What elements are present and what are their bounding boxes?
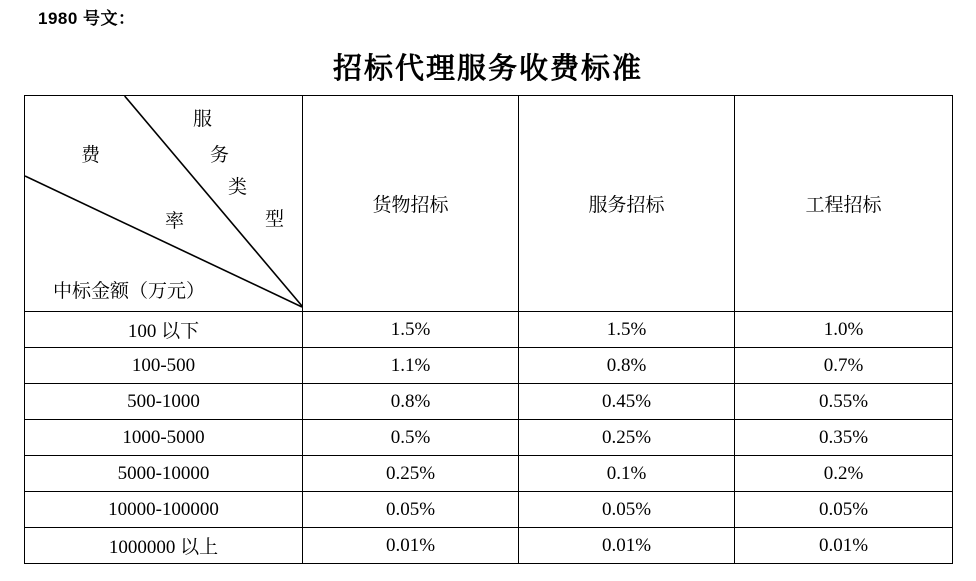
row-goods-rate: 0.25% xyxy=(303,456,519,492)
row-goods-rate: 0.05% xyxy=(303,492,519,528)
column-header-project: 工程招标 xyxy=(735,96,953,312)
row-project-rate: 0.7% xyxy=(735,348,953,384)
column-header-goods: 货物招标 xyxy=(303,96,519,312)
row-goods-rate: 1.1% xyxy=(303,348,519,384)
corner-label-rate-2: 率 xyxy=(165,211,185,232)
row-project-rate: 0.05% xyxy=(735,492,953,528)
row-goods-rate: 0.5% xyxy=(303,420,519,456)
table-row xyxy=(25,384,953,420)
page-title: 招标代理服务收费标准 xyxy=(332,53,643,85)
table-row xyxy=(25,528,953,564)
corner-label-service-type-1: 服 xyxy=(193,109,213,130)
table-row xyxy=(25,420,953,456)
row-project-rate: 0.35% xyxy=(735,420,953,456)
row-service-rate: 1.5% xyxy=(519,312,735,348)
corner-label-service-type-2: 务 xyxy=(210,145,230,166)
row-range: 1000000 以上 xyxy=(25,528,303,564)
row-range: 5000-10000 xyxy=(25,456,303,492)
row-goods-rate: 1.5% xyxy=(303,312,519,348)
corner-label-service-type-3: 类 xyxy=(228,177,248,198)
row-service-rate: 0.05% xyxy=(519,492,735,528)
corner-label-amount: 中标金额（万元） xyxy=(53,281,206,302)
table-header-row xyxy=(25,96,953,312)
row-service-rate: 0.45% xyxy=(519,384,735,420)
row-project-rate: 1.0% xyxy=(735,312,953,348)
row-range: 1000-5000 xyxy=(25,420,303,456)
row-range: 100-500 xyxy=(25,348,303,384)
fee-table-container xyxy=(24,95,952,564)
row-goods-rate: 0.01% xyxy=(303,528,519,564)
row-service-rate: 0.1% xyxy=(519,456,735,492)
table-row xyxy=(25,456,953,492)
corner-label-service-type-4: 型 xyxy=(265,209,285,230)
document-note: 1980 号文： xyxy=(38,9,136,28)
row-project-rate: 0.55% xyxy=(735,384,953,420)
row-range: 10000-100000 xyxy=(25,492,303,528)
fee-table xyxy=(24,95,953,564)
row-range: 500-1000 xyxy=(25,384,303,420)
row-project-rate: 0.2% xyxy=(735,456,953,492)
table-corner-header xyxy=(25,96,303,312)
row-range: 100 以下 xyxy=(25,312,303,348)
table-row xyxy=(25,348,953,384)
column-header-service: 服务招标 xyxy=(519,96,735,312)
row-service-rate: 0.25% xyxy=(519,420,735,456)
table-row xyxy=(25,312,953,348)
row-project-rate: 0.01% xyxy=(735,528,953,564)
corner-label-rate-1: 费 xyxy=(81,145,101,166)
table-row xyxy=(25,492,953,528)
row-service-rate: 0.01% xyxy=(519,528,735,564)
row-goods-rate: 0.8% xyxy=(303,384,519,420)
row-service-rate: 0.8% xyxy=(519,348,735,384)
